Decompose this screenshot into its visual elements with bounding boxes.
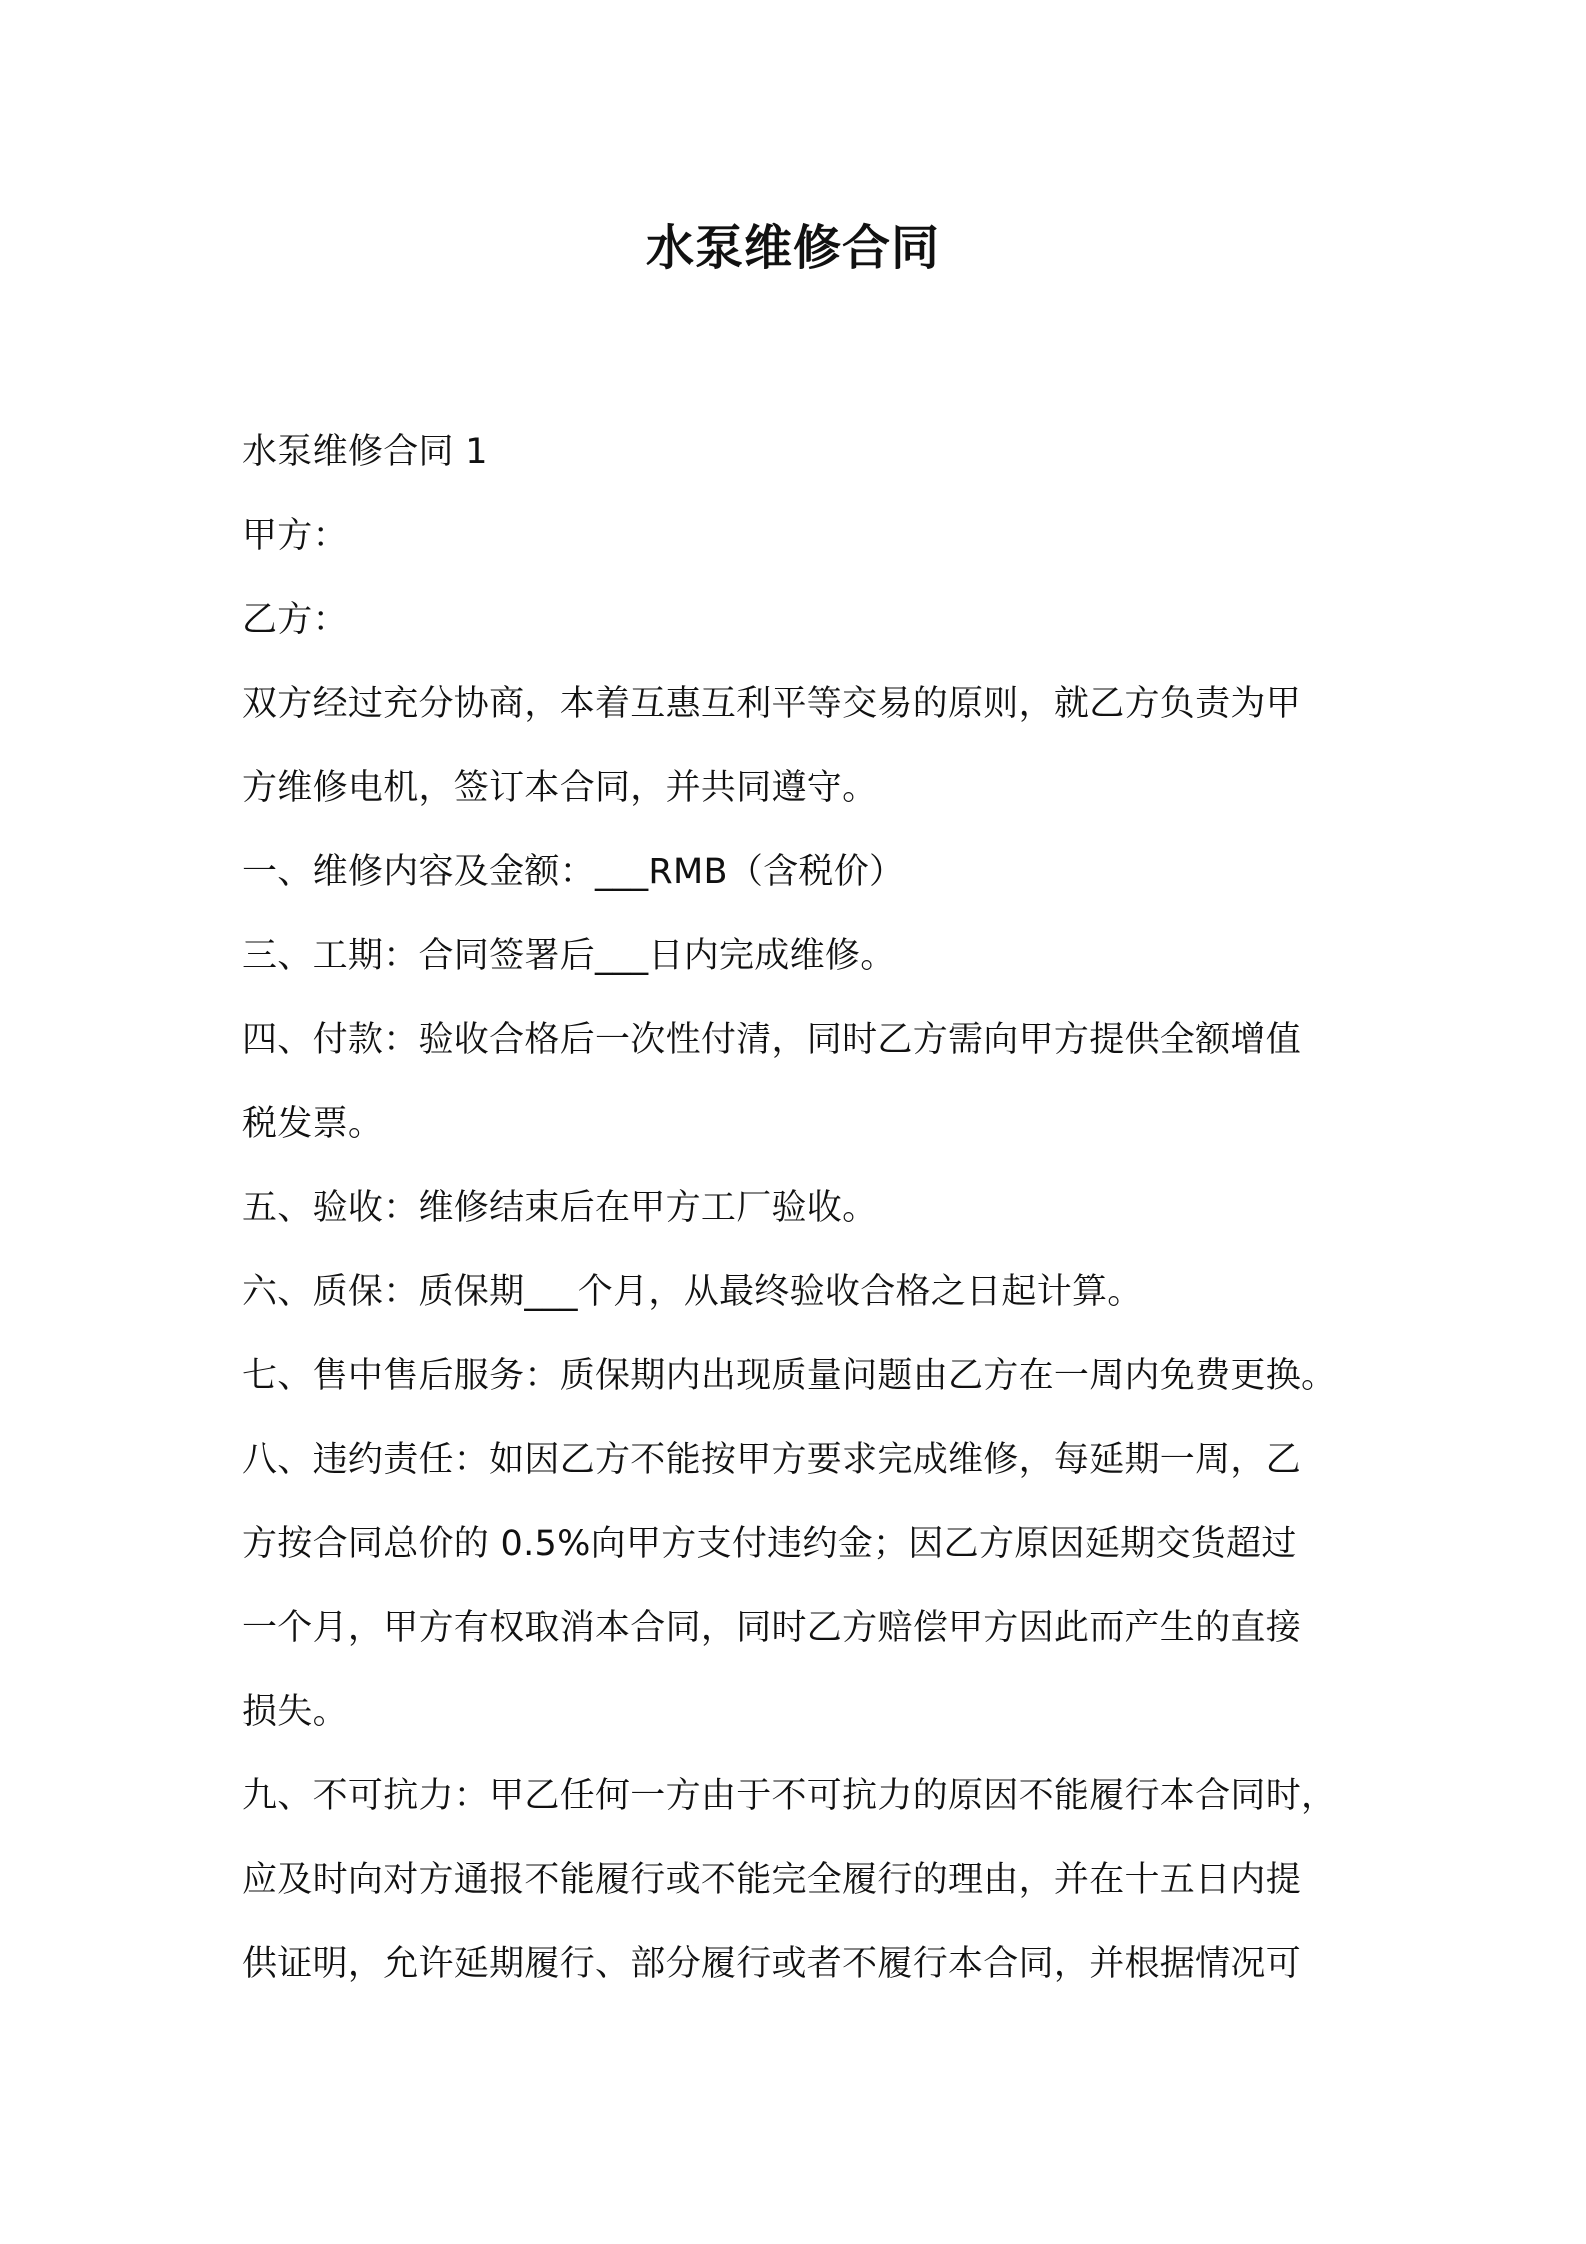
line-clause-8c: 一个月，甲方有权取消本合同，同时乙方赔偿甲方因此而产生的直接 — [242, 1608, 1302, 1648]
line-clause-9b: 应及时向对方通报不能履行或不能完全履行的理由，并在十五日内提 — [242, 1860, 1302, 1900]
line-clause-7: 七、售中售后服务：质保期内出现质量问题由乙方在一周内免费更换。 — [242, 1356, 1337, 1396]
line-party-a: 甲方： — [242, 516, 348, 556]
line-clause-4b: 税发票。 — [242, 1104, 384, 1144]
line-party-b: 乙方： — [242, 600, 348, 640]
line-subtitle: 水泵维修合同 1 — [242, 432, 488, 472]
line-intro-1: 双方经过充分协商，本着互惠互利平等交易的原则，就乙方负责为甲 — [242, 684, 1302, 724]
line-intro-2: 方维修电机，签订本合同，并共同遵守。 — [242, 768, 878, 808]
line-clause-9c: 供证明，允许延期履行、部分履行或者不履行本合同，并根据情况可 — [242, 1944, 1302, 1984]
document-body — [242, 410, 1354, 2006]
line-clause-8b: 方按合同总价的 0.5%向甲方支付违约金；因乙方原因延期交货超过 — [242, 1524, 1297, 1564]
line-clause-1: 一、维修内容及金额：___RMB（含税价） — [242, 852, 905, 892]
line-clause-9a: 九、不可抗力：甲乙任何一方由于不可抗力的原因不能履行本合同时， — [242, 1776, 1337, 1816]
line-clause-3: 三、工期：合同签署后___日内完成维修。 — [242, 936, 896, 976]
line-clause-8d: 损失。 — [242, 1692, 348, 1732]
line-clause-5: 五、验收：维修结束后在甲方工厂验收。 — [242, 1188, 878, 1228]
page-title: 水泵维修合同 — [645, 220, 940, 276]
line-clause-6: 六、质保：质保期___个月，从最终验收合格之日起计算。 — [242, 1272, 1143, 1312]
line-clause-4a: 四、付款：验收合格后一次性付清，同时乙方需向甲方提供全额增值 — [242, 1020, 1302, 1060]
line-clause-8a: 八、违约责任：如因乙方不能按甲方要求完成维修，每延期一周，乙 — [242, 1440, 1302, 1480]
